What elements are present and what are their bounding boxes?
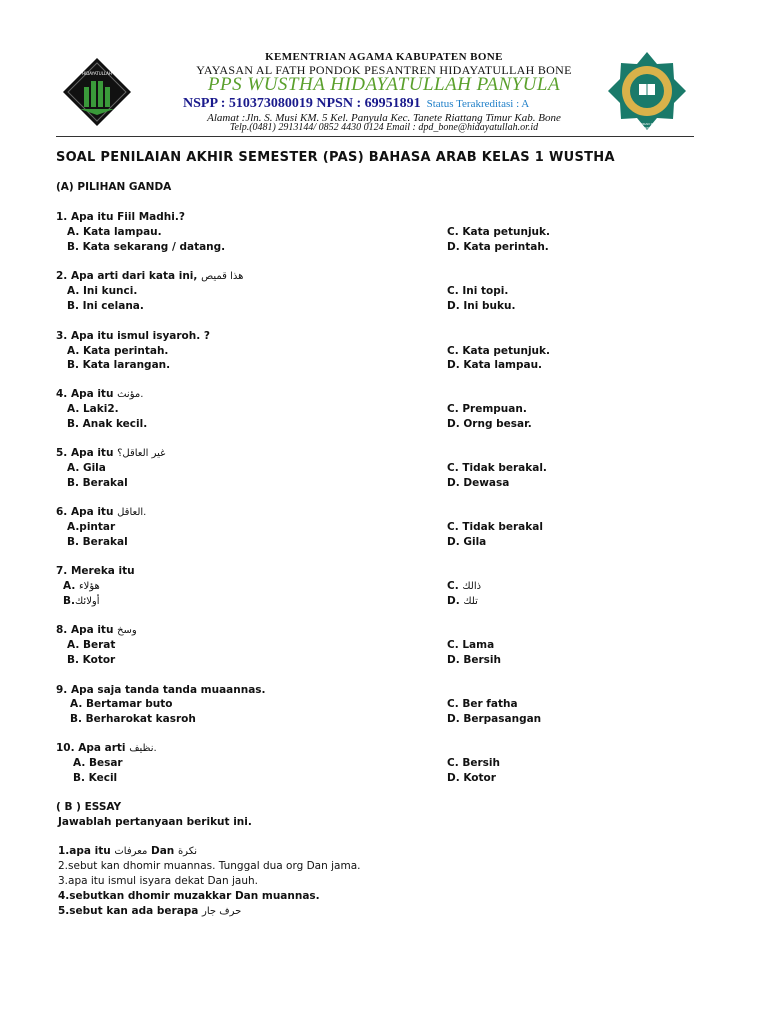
header-status: Status Terakreditasi : A xyxy=(426,98,530,110)
essay-4: 4.sebutkan dhomir muzakkar Dan muannas. xyxy=(58,890,320,902)
section-a-heading: (A) PILIHAN GANDA xyxy=(56,181,172,193)
q8-arabic: وسخ xyxy=(117,625,137,636)
question-2 xyxy=(56,270,243,282)
q9-option-c: C. Ber fatha xyxy=(447,698,518,710)
essay-1-text: 1.apa itu xyxy=(58,845,115,857)
q5-option-b: B. Berakal xyxy=(67,477,128,489)
essay-3: 3.apa itu ismul isyara dekat Dan jauh. xyxy=(58,875,258,887)
right-logo-text: PENDIDIKAN DINIYAH HIDAYATULLAH xyxy=(631,122,663,130)
q1-option-c: C. Kata petunjuk. xyxy=(447,226,550,238)
question-6 xyxy=(56,506,146,518)
q4-option-d: D. Orng besar. xyxy=(447,418,532,430)
q7-option-c xyxy=(447,580,481,592)
q5-option-a: A. Gila xyxy=(67,462,106,474)
question-5 xyxy=(56,447,165,459)
q10-option-d: D. Kotor xyxy=(447,772,496,784)
essay-1-text-2: Dan xyxy=(147,845,178,857)
q2-option-d: D. Ini buku. xyxy=(447,300,516,312)
header-address: Alamat :Jln. S. Musi KM. 5 Kel. Panyula Kec. Tanete Riattang Timur Kab. Bone xyxy=(207,112,561,124)
question-7: 7. Mereka itu xyxy=(56,565,135,577)
essay-1-arabic-1: معرفات xyxy=(114,846,148,857)
q6-option-a: A.pintar xyxy=(67,521,116,533)
q7-d-label: D. xyxy=(447,595,464,607)
q8-option-b: B. Kotor xyxy=(67,654,116,666)
q10-arabic: نظيف. xyxy=(129,743,157,754)
essay-2: 2.sebut kan dhomir muannas. Tunggal dua org Dan jama. xyxy=(58,860,361,872)
question-3: 3. Apa itu ismul isyaroh. ? xyxy=(56,330,210,342)
header-ministry: KEMENTRIAN AGAMA KABUPATEN BONE xyxy=(265,51,503,63)
q7-d-arabic: تلك xyxy=(463,596,478,607)
q7-option-d xyxy=(447,595,478,607)
question-8 xyxy=(56,624,137,636)
q10-option-c: C. Bersih xyxy=(447,757,500,769)
q7-option-a xyxy=(63,580,100,592)
q6-arabic: العاقل. xyxy=(117,507,147,518)
q1-option-b: B. Kata sekarang / datang. xyxy=(67,241,226,253)
q6-option-c: C. Tidak berakal xyxy=(447,521,543,533)
essay-5-arabic: حرف جار xyxy=(202,906,242,917)
question-9: 9. Apa saja tanda tanda muaannas. xyxy=(56,684,266,696)
q9-option-d: D. Berpasangan xyxy=(447,713,542,725)
q8-text: 8. Apa itu xyxy=(56,624,118,636)
essay-5-text: 5.sebut kan ada berapa xyxy=(58,905,203,917)
q7-b-arabic: أولائك xyxy=(75,596,100,607)
q2-option-c: C. Ini topi. xyxy=(447,285,509,297)
header-nspp-line xyxy=(183,96,529,112)
q3-option-d: D. Kata lampau. xyxy=(447,359,543,371)
q3-option-c: C. Kata petunjuk. xyxy=(447,345,550,357)
essay-1-arabic-2: نكرة xyxy=(177,846,197,857)
q4-option-a: A. Laki2. xyxy=(67,403,119,415)
essay-5 xyxy=(58,905,241,917)
q3-option-b: B. Kata larangan. xyxy=(67,359,171,371)
header-foundation: YAYASAN AL FATH PONDOK PESANTREN HIDAYATULLAH BONE xyxy=(196,63,572,77)
question-4 xyxy=(56,388,143,400)
header-nspp: NSPP : 510373080019 NPSN : 69951891 xyxy=(183,96,421,111)
essay-1 xyxy=(58,845,197,857)
q6-option-d: D. Gila xyxy=(447,536,487,548)
q4-arabic: مؤنث. xyxy=(117,389,144,400)
q7-c-arabic: ذالك xyxy=(462,581,482,592)
q2-text: 2. Apa arti dari kata ini, xyxy=(56,270,202,282)
q7-b-label: B. xyxy=(63,595,75,607)
essay-instruction: Jawablah pertanyaan berikut ini. xyxy=(58,816,252,828)
q5-text: 5. Apa itu xyxy=(56,447,118,459)
q10-option-a: A. Besar xyxy=(73,757,123,769)
question-1: 1. Apa itu Fiil Madhi.? xyxy=(56,211,185,223)
q9-option-b: B. Berharokat kasroh xyxy=(70,713,196,725)
question-10 xyxy=(56,742,157,754)
section-b-heading: ( B ) ESSAY xyxy=(56,801,122,813)
q3-option-a: A. Kata perintah. xyxy=(67,345,169,357)
q6-option-b: B. Berakal xyxy=(67,536,128,548)
q10-text: 10. Apa arti xyxy=(56,742,130,754)
q5-option-d: D. Dewasa xyxy=(447,477,510,489)
q8-option-d: D. Bersih xyxy=(447,654,501,666)
q8-option-a: A. Berat xyxy=(67,639,116,651)
q7-a-arabic: هؤلاء xyxy=(78,581,100,592)
header-school-name: PPS WUSTHA HIDAYATULLAH PANYULA xyxy=(207,74,561,95)
q8-option-c: C. Lama xyxy=(447,639,495,651)
q2-option-b: B. Ini celana. xyxy=(67,300,144,312)
q7-option-b xyxy=(63,595,100,607)
header-divider xyxy=(56,136,694,137)
q5-option-c: C. Tidak berakal. xyxy=(447,462,547,474)
q5-arabic: غير العاقل؟ xyxy=(117,448,166,459)
q1-option-a: A. Kata lampau. xyxy=(67,226,162,238)
left-logo-text: HIDAYATULLAH xyxy=(82,71,112,76)
q1-option-d: D. Kata perintah. xyxy=(447,241,549,253)
header-contact: Telp.(0481) 2913144/ 0852 4430 0124 Email : dpd_bone@hidayatullah.or.id xyxy=(229,122,539,133)
q4-option-b: B. Anak kecil. xyxy=(67,418,148,430)
q9-option-a: A. Bertamar buto xyxy=(70,698,173,710)
q7-a-label: A. xyxy=(63,580,79,592)
q6-text: 6. Apa itu xyxy=(56,506,118,518)
q10-option-b: B. Kecil xyxy=(73,772,118,784)
q7-c-label: C. xyxy=(447,580,463,592)
q4-text: 4. Apa itu xyxy=(56,388,118,400)
q4-option-c: C. Prempuan. xyxy=(447,403,527,415)
q2-arabic: هذا قميص xyxy=(201,271,244,282)
q2-option-a: A. Ini kunci. xyxy=(67,285,138,297)
page-title: SOAL PENILAIAN AKHIR SEMESTER (PAS) BAHASA ARAB KELAS 1 WUSTHA xyxy=(56,150,615,165)
